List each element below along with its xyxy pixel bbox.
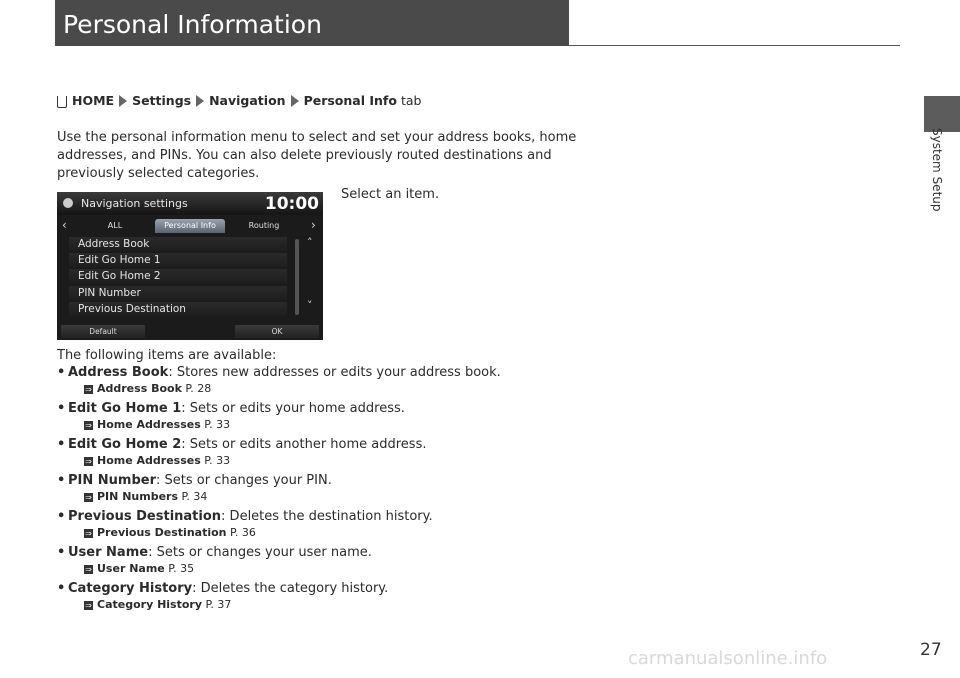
breadcrumb-home: HOME: [72, 93, 115, 108]
bullet-icon: •: [57, 365, 66, 380]
intro-line: previously selected categories.: [57, 166, 260, 181]
settings-icon: [63, 198, 73, 208]
list-item: [57, 437, 557, 467]
item-desc: : Deletes the category history.: [192, 581, 389, 596]
ref-page: P. 33: [204, 418, 231, 431]
cross-reference: [84, 562, 557, 575]
reference-arrow-icon: ⇒: [85, 493, 92, 502]
arrow-right-icon: [196, 95, 204, 107]
item-desc: : Sets or changes your user name.: [148, 545, 372, 560]
reference-arrow-icon: ⇒: [85, 385, 92, 394]
cross-reference: [84, 382, 557, 395]
ref-title: Address Book: [97, 382, 182, 395]
cross-reference: [84, 418, 557, 431]
screen-default-button: Default: [61, 325, 145, 338]
reference-arrow-icon: ⇒: [85, 601, 92, 610]
item-desc: : Deletes the destination history.: [221, 509, 433, 524]
title-rule: [569, 45, 900, 46]
reference-arrow-icon: ⇒: [85, 565, 92, 574]
ref-title: Previous Destination: [97, 526, 227, 539]
bullet-icon: •: [57, 581, 66, 596]
screen-tab-personal-info: Personal Info: [155, 219, 225, 233]
screen-menu-item: Previous Destination: [69, 302, 287, 316]
reference-arrow-icon: ⇒: [85, 421, 92, 430]
screen-ok-button: OK: [235, 325, 319, 338]
cross-reference: [84, 454, 557, 467]
list-item: [57, 581, 557, 611]
ref-title: Category History: [97, 598, 203, 611]
screen-title: Navigation settings: [81, 197, 188, 210]
cross-reference: [84, 598, 557, 611]
bullet-icon: •: [57, 473, 66, 488]
intro-line: addresses, and PINs. You can also delete previously routed destinations and: [57, 148, 552, 163]
screen-menu-item: PIN Number: [69, 286, 287, 300]
item-name: Category History: [68, 581, 193, 596]
list-item: [57, 509, 557, 539]
screen-clock: 10:00: [264, 194, 319, 214]
ref-page: P. 34: [181, 490, 208, 503]
ref-page: P. 35: [168, 562, 195, 575]
ref-page: P. 37: [205, 598, 232, 611]
chevron-right-icon: ›: [311, 218, 316, 232]
chevron-left-icon: ‹: [62, 218, 67, 232]
intro-paragraph: [57, 129, 577, 183]
breadcrumb: [57, 93, 421, 108]
ref-page: P. 28: [185, 382, 212, 395]
bullet-icon: •: [57, 437, 66, 452]
screen-menu-list: [69, 237, 287, 318]
watermark: carmanualsonline.info: [628, 648, 828, 669]
screen-header: [57, 192, 323, 215]
item-name: Previous Destination: [68, 509, 222, 524]
side-tab-marker: [924, 96, 960, 132]
bullet-icon: •: [57, 401, 66, 416]
list-item: [57, 365, 557, 395]
screen-scrollbar: [295, 239, 299, 315]
item-name: User Name: [68, 545, 149, 560]
item-name: PIN Number: [68, 473, 156, 488]
item-desc: : Sets or changes your PIN.: [156, 473, 332, 488]
list-item: [57, 473, 557, 503]
page-number: 27: [920, 640, 942, 660]
list-item: [57, 401, 557, 431]
item-desc: : Sets or edits another home address.: [181, 437, 427, 452]
arrow-right-icon: [119, 95, 127, 107]
item-list: [57, 365, 557, 617]
ref-title: Home Addresses: [97, 454, 201, 467]
double-chevron-up-icon: ˄: [307, 236, 313, 249]
page-title: Personal Information: [63, 10, 322, 39]
breadcrumb-navigation: Navigation: [209, 93, 286, 108]
screen-tab-bar: [57, 218, 323, 234]
item-desc: : Stores new addresses or edits your address book.: [168, 365, 501, 380]
screen-caption: Select an item.: [341, 187, 440, 202]
navigation-screen-image: [57, 192, 323, 340]
item-name: Edit Go Home 2: [68, 437, 182, 452]
ref-page: P. 36: [230, 526, 256, 539]
ref-title: User Name: [97, 562, 165, 575]
breadcrumb-settings: Settings: [132, 93, 192, 108]
ref-title: PIN Numbers: [97, 490, 178, 503]
bullet-icon: •: [57, 509, 66, 524]
screen-tab-all: ALL: [107, 221, 123, 230]
breadcrumb-suffix: tab: [400, 93, 422, 108]
reference-arrow-icon: ⇒: [85, 529, 92, 538]
section-tab-label: System Setup: [930, 128, 944, 212]
item-desc: : Sets or edits your home address.: [181, 401, 405, 416]
menu-path-icon: [57, 96, 67, 108]
cross-reference: [84, 490, 557, 503]
intro-line: Use the personal information menu to select and set your address books, home: [57, 130, 577, 145]
bullet-icon: •: [57, 545, 66, 560]
item-name: Address Book: [68, 365, 169, 380]
double-chevron-down-icon: ˅: [307, 299, 313, 312]
cross-reference: [84, 526, 557, 539]
arrow-right-icon: [291, 95, 299, 107]
ref-page: P. 33: [204, 454, 231, 467]
screen-tab-routing: Routing: [248, 221, 280, 230]
screen-menu-item: Edit Go Home 2: [69, 269, 287, 283]
reference-arrow-icon: ⇒: [85, 457, 92, 466]
ref-title: Home Addresses: [97, 418, 201, 431]
breadcrumb-personal-info: Personal Info: [303, 93, 397, 108]
screen-menu-item: Address Book: [69, 237, 287, 251]
item-name: Edit Go Home 1: [68, 401, 182, 416]
list-item: [57, 545, 557, 575]
screen-menu-item: Edit Go Home 1: [69, 253, 287, 267]
available-intro: The following items are available:: [57, 348, 277, 363]
